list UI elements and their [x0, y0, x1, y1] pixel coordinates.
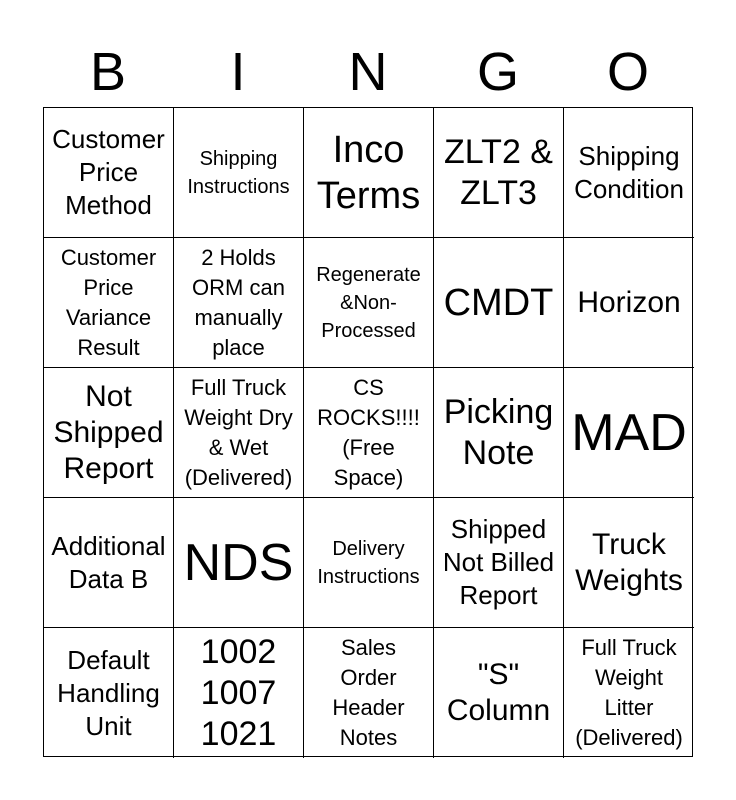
cell-label: Delivery Instructions — [317, 537, 420, 588]
cell-label: "S" Column — [446, 658, 551, 727]
cell-label: Full Truck Weight Litter (Delivered) — [575, 635, 683, 750]
cell-label: Inco Terms — [316, 128, 421, 217]
cell-label: Not Shipped Report — [53, 379, 164, 485]
cell-label: Default Handling Unit — [57, 644, 160, 741]
bingo-cell-r3c4[interactable] — [434, 368, 564, 498]
bingo-cell-r4c2[interactable] — [174, 498, 304, 628]
header-letter-n: N — [348, 42, 388, 102]
cell-label: Sales Order Header Notes — [332, 635, 405, 750]
bingo-cell-r5c4[interactable] — [434, 628, 564, 758]
bingo-cell-r4c1[interactable] — [44, 498, 174, 628]
cell-label: Additional Data B — [51, 530, 166, 594]
cell-label: CS ROCKS!!!! (Free Space) — [317, 374, 420, 490]
bingo-cell-r2c2[interactable] — [174, 238, 304, 368]
cell-label: MAD — [571, 403, 687, 462]
bingo-cell-r5c1[interactable] — [44, 628, 174, 758]
cell-label: Picking Note — [443, 392, 554, 472]
cell-label: 1002 1007 1021 — [200, 632, 277, 753]
bingo-cell-r5c5[interactable] — [564, 628, 694, 758]
cell-label: Shipping Condition — [574, 140, 684, 204]
bingo-cell-r2c3[interactable] — [304, 238, 434, 368]
header-letter-b: B — [89, 42, 127, 102]
bingo-cell-r4c4[interactable] — [434, 498, 564, 628]
header-letter-g: G — [476, 42, 519, 102]
cell-label: Truck Weights — [575, 527, 683, 597]
cell-label: ZLT2 & ZLT3 — [444, 132, 553, 212]
header-letter-i: I — [230, 42, 246, 102]
bingo-cell-r2c5[interactable] — [564, 238, 694, 368]
bingo-cell-r5c2[interactable] — [174, 628, 304, 758]
bingo-cell-r1c1[interactable] — [44, 108, 174, 238]
bingo-cell-r2c4[interactable] — [434, 238, 564, 368]
bingo-header — [43, 40, 693, 104]
bingo-cell-r1c2[interactable] — [174, 108, 304, 238]
bingo-cell-r3c2[interactable] — [174, 368, 304, 498]
bingo-cell-r3c3[interactable] — [304, 368, 434, 498]
bingo-cell-r3c1[interactable] — [44, 368, 174, 498]
bingo-cell-r1c4[interactable] — [434, 108, 564, 238]
cell-label: Shipped Not Billed Report — [442, 514, 555, 610]
bingo-cell-r1c5[interactable] — [564, 108, 694, 238]
bingo-cell-r4c3[interactable] — [304, 498, 434, 628]
bingo-cell-r4c5[interactable] — [564, 498, 694, 628]
cell-label: NDS — [183, 533, 294, 592]
cell-label: Shipping Instructions — [187, 147, 290, 198]
cell-label: Full Truck Weight Dry & Wet (Delivered) — [184, 374, 293, 490]
bingo-cell-r2c1[interactable] — [44, 238, 174, 368]
bingo-cell-r3c5[interactable] — [564, 368, 694, 498]
cell-label: Customer Price Method — [52, 124, 165, 220]
cell-label: Horizon — [577, 285, 681, 319]
cell-label: 2 Holds ORM can manually place — [192, 244, 285, 360]
cell-label: Regenerate &Non- Processed — [316, 263, 421, 342]
cell-label: CMDT — [443, 281, 554, 324]
bingo-board — [43, 107, 693, 757]
header-letter-o: O — [606, 42, 649, 102]
bingo-cell-r1c3[interactable] — [304, 108, 434, 238]
bingo-cell-r5c3[interactable] — [304, 628, 434, 758]
cell-label: Customer Price Variance Result — [60, 244, 157, 360]
